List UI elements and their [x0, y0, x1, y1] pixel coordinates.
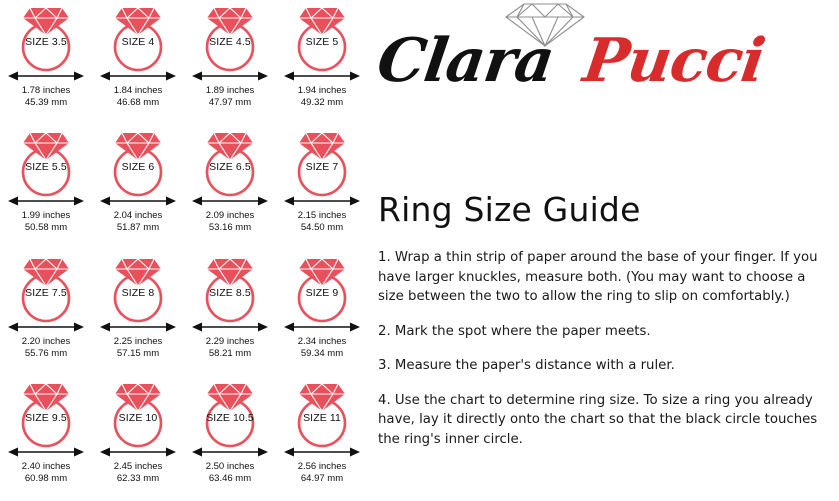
diameter-arrow-icon: [284, 195, 360, 207]
diameter-arrow-icon: [8, 70, 84, 82]
ring-size-cell: [0, 251, 92, 376]
diameter-arrow-icon: [284, 446, 360, 458]
ring-size-label: SIZE 6: [121, 161, 155, 174]
guide-steps: [378, 248, 834, 464]
ring-measurement: [184, 336, 276, 360]
measurement-mm: 64.97 mm: [300, 472, 344, 484]
ring-size-label: SIZE 9.5: [25, 411, 67, 424]
diameter-arrow-icon: [100, 446, 176, 458]
measurement-inches: 2.09 inches: [205, 210, 255, 222]
measurement-inches: 2.34 inches: [297, 335, 347, 347]
measurement-mm: 47.97 mm: [208, 97, 252, 108]
measurement-inches: 2.15 inches: [297, 210, 347, 222]
measurement-inches: 1.78 inches: [21, 85, 71, 96]
ring-measurement: [92, 210, 184, 234]
diameter-arrow-icon: [100, 195, 176, 207]
ring-size-label: SIZE 11: [303, 411, 341, 424]
measurement-mm: 49.32 mm: [300, 97, 344, 108]
measurement-inches: 1.99 inches: [21, 210, 71, 222]
measurement-mm: 62.33 mm: [116, 472, 160, 484]
ring-size-cell: [184, 251, 276, 376]
measurement-mm: 57.15 mm: [116, 347, 160, 359]
page-title: Ring Size Guide: [378, 190, 641, 229]
measurement-mm: 51.87 mm: [116, 222, 160, 234]
ring-size-cell: [0, 125, 92, 250]
measurement-mm: 63.46 mm: [208, 472, 252, 484]
ring-size-label: SIZE 7: [305, 161, 339, 174]
measurement-inches: 2.40 inches: [21, 460, 71, 472]
ring-size-label: SIZE 3.5: [25, 36, 67, 48]
ring-measurement: [0, 85, 92, 109]
measurement-mm: 45.39 mm: [24, 97, 68, 108]
diameter-arrow-icon: [284, 321, 360, 333]
measurement-mm: 58.21 mm: [208, 347, 252, 359]
measurement-inches: 1.94 inches: [297, 85, 347, 96]
measurement-inches: 2.04 inches: [113, 210, 163, 222]
diameter-arrow-icon: [100, 70, 176, 82]
ring-measurement: [92, 336, 184, 360]
diameter-arrow-icon: [8, 321, 84, 333]
diameter-arrow-icon: [100, 321, 176, 333]
ring-measurement: [276, 210, 368, 234]
diameter-arrow-icon: [284, 70, 360, 82]
measurement-inches: 2.25 inches: [113, 335, 163, 347]
brand-name-pucci: Pucci: [579, 26, 769, 96]
guide-panel: [368, 0, 839, 501]
ring-size-cell: [184, 0, 276, 125]
guide-step: 4. Use the chart to determine ring size. To size a ring you already have, lay it directly onto the chart so that the black circle touches the ring's inner circle.: [378, 392, 818, 447]
guide-step: 1. Wrap a thin strip of paper around the base of your finger. If you have larger knuckles, measure both. (You may want to choose a size between the two to allow the ring to slip on comfortably.): [378, 250, 818, 304]
ring-size-cell: [276, 376, 368, 501]
measurement-inches: 2.29 inches: [205, 335, 255, 347]
ring-size-label: SIZE 10: [118, 411, 158, 424]
ring-size-label: SIZE 6.5: [209, 161, 251, 174]
ring-size-cell: [92, 251, 184, 376]
diameter-arrow-icon: [192, 321, 268, 333]
ring-measurement: [184, 85, 276, 109]
ring-size-label: SIZE 5: [305, 36, 339, 48]
ring-size-cell: [92, 125, 184, 250]
guide-step: 3. Measure the paper's distance with a ruler.: [378, 358, 675, 373]
ring-measurement: [276, 336, 368, 360]
ring-measurement: [92, 461, 184, 485]
measurement-inches: 2.20 inches: [21, 335, 71, 347]
measurement-mm: 53.16 mm: [208, 222, 252, 234]
ring-measurement: [276, 461, 368, 485]
ring-size-cell: [276, 0, 368, 125]
ring-size-cell: [184, 376, 276, 501]
ring-measurement: [276, 85, 368, 109]
measurement-mm: 46.68 mm: [116, 97, 160, 108]
ring-size-cell: [184, 125, 276, 250]
brand-name-clara: Clara: [373, 26, 558, 96]
measurement-mm: 50.58 mm: [24, 222, 68, 234]
ring-measurement: [0, 336, 92, 360]
diameter-arrow-icon: [8, 446, 84, 458]
ring-size-cell: [0, 0, 92, 125]
diameter-arrow-icon: [192, 446, 268, 458]
ring-measurement: [184, 461, 276, 485]
measurement-mm: 54.50 mm: [300, 222, 344, 234]
ring-size-label: SIZE 9: [305, 286, 339, 299]
ring-measurement: [0, 461, 92, 485]
ring-measurement: [0, 210, 92, 234]
guide-step: 2. Mark the spot where the paper meets.: [378, 323, 651, 339]
measurement-mm: 60.98 mm: [24, 472, 68, 484]
ring-size-cell: [276, 125, 368, 250]
diameter-arrow-icon: [8, 195, 84, 207]
measurement-inches: 2.56 inches: [297, 460, 347, 472]
ring-size-label: SIZE 7.5: [25, 286, 67, 299]
ring-size-label: SIZE 8.5: [209, 286, 251, 299]
ring-size-label: SIZE 4: [121, 36, 155, 48]
ring-measurement: [92, 85, 184, 109]
ring-size-cell: [92, 0, 184, 125]
measurement-inches: 2.50 inches: [205, 460, 255, 472]
ring-size-cell: [276, 251, 368, 376]
measurement-mm: 55.76 mm: [24, 347, 68, 359]
brand-logo: [368, 0, 839, 110]
measurement-inches: 1.89 inches: [205, 85, 255, 96]
measurement-mm: 59.34 mm: [300, 347, 344, 359]
ring-measurement: [184, 210, 276, 234]
ring-size-chart: [0, 0, 368, 501]
ring-size-label: SIZE 8: [121, 286, 155, 299]
measurement-inches: 1.84 inches: [113, 85, 163, 96]
diameter-arrow-icon: [192, 70, 268, 82]
ring-size-cell: [92, 376, 184, 501]
ring-size-cell: [0, 376, 92, 501]
diameter-arrow-icon: [192, 195, 268, 207]
ring-size-label: SIZE 5.5: [25, 161, 67, 174]
ring-size-label: SIZE 4.5: [209, 36, 251, 48]
measurement-inches: 2.45 inches: [113, 460, 163, 472]
ring-size-label: SIZE 10.5: [206, 411, 254, 424]
